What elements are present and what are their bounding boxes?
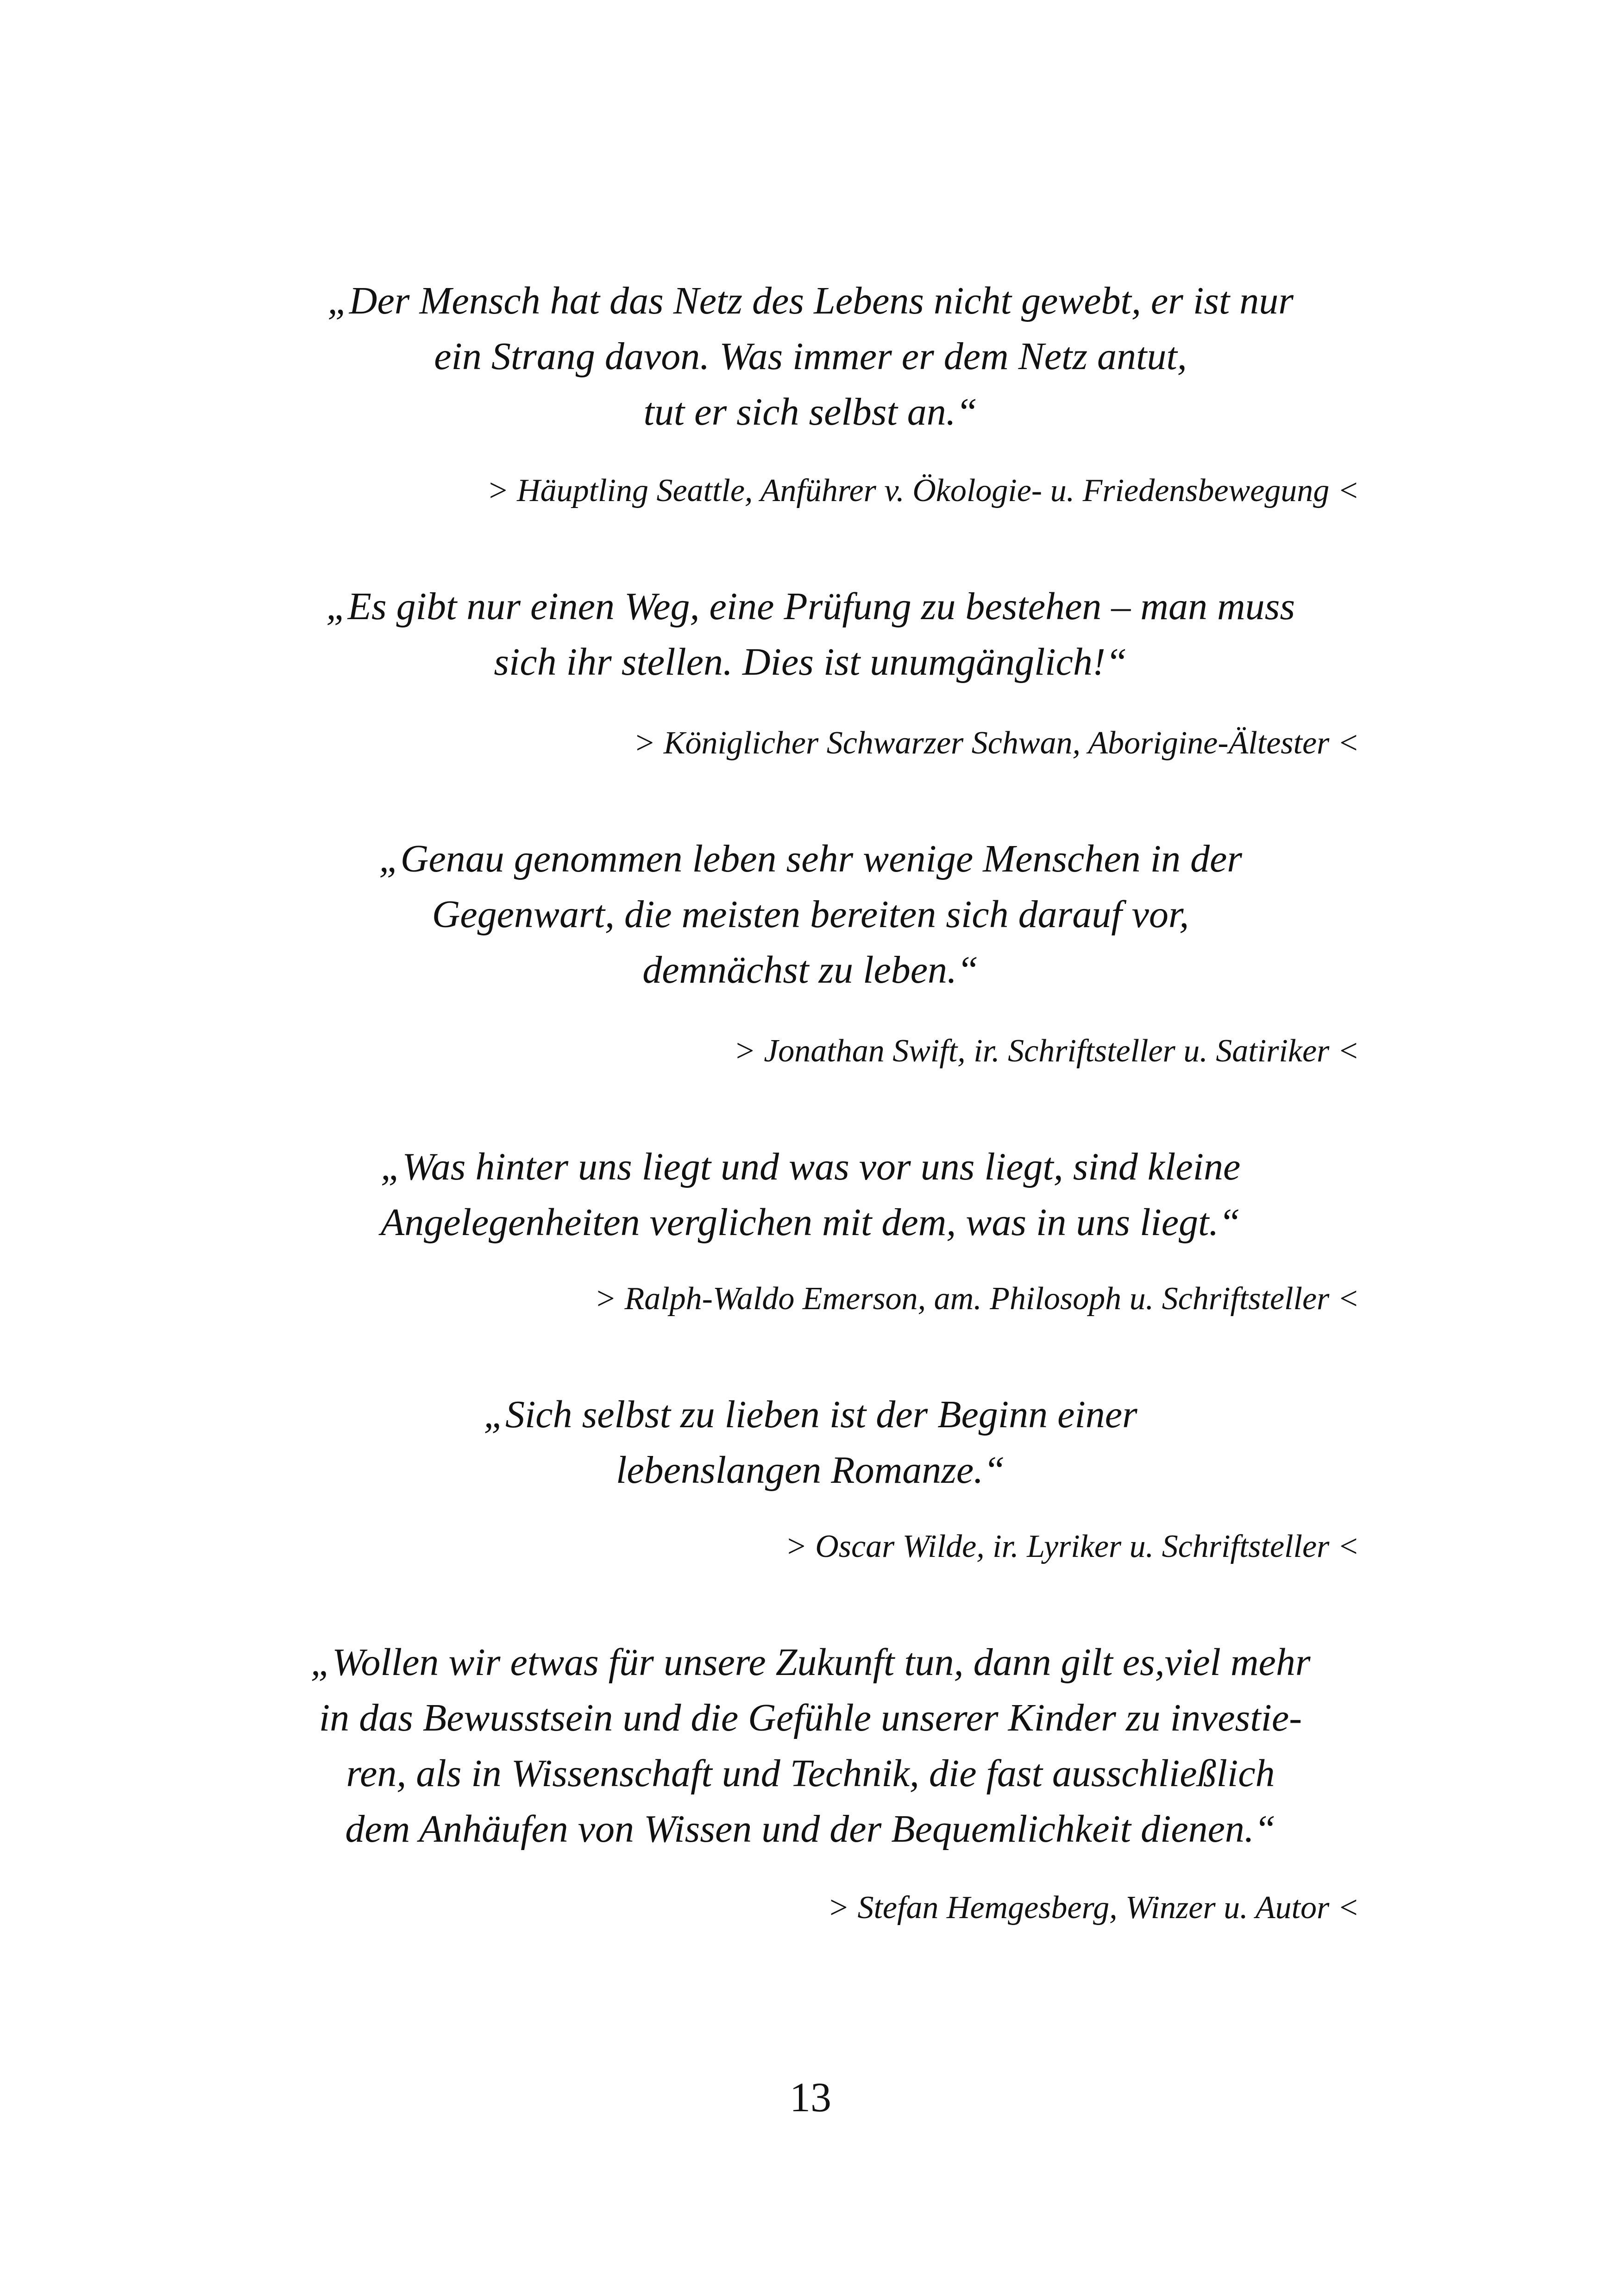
quote-line: „Es gibt nur einen Weg, eine Prüfung zu bestehen – man muss [326, 585, 1295, 628]
quote-author: > Häuptling Seattle, Anführer v. Ökologie- u. Friedensbewegung < [487, 473, 1359, 508]
quote-line: „Der Mensch hat das Netz des Lebens nicht gewebt, er ist nur [327, 279, 1294, 322]
quote-line: „Sich selbst zu lieben ist der Beginn einer [484, 1393, 1137, 1436]
quote-text [232, 1139, 1389, 1250]
quote-line: ein Strang davon. Was immer er dem Netz antut, [434, 335, 1187, 378]
quote-line: Angelegenheiten verglichen mit dem, was in uns liegt.“ [380, 1201, 1241, 1244]
quote-text [232, 1387, 1389, 1498]
quote-text [232, 579, 1389, 690]
quote-line: dem Anhäufen von Wissen und der Bequemlichkeit dienen.“ [345, 1807, 1276, 1851]
quote-line: sich ihr stellen. Dies ist unumgänglich!“ [494, 640, 1127, 684]
quote-line: ren, als in Wissenschaft und Technik, die fast ausschließlich [346, 1752, 1275, 1795]
quote-line: tut er sich selbst an.“ [643, 390, 978, 433]
quote-line: „Genau genommen leben sehr wenige Menschen in der [379, 837, 1242, 880]
quote-author: > Oscar Wilde, ir. Lyriker u. Schriftsteller < [785, 1529, 1359, 1564]
quote-text [232, 1635, 1389, 1857]
quote-line: Gegenwart, die meisten bereiten sich darauf vor, [432, 893, 1189, 936]
quote-author: > Stefan Hemgesberg, Winzer u. Autor < [827, 1890, 1359, 1926]
quote-line: „Wollen wir etwas für unsere Zukunft tun, dann gilt es,viel mehr [310, 1641, 1311, 1684]
page-number: 13 [790, 2075, 831, 2120]
quote-author: > Ralph-Waldo Emerson, am. Philosoph u. Schriftsteller < [594, 1281, 1359, 1317]
quote-line: lebenslangen Romanze.“ [616, 1449, 1005, 1492]
quote-author: > Königlicher Schwarzer Schwan, Aborigine-Ältester < [634, 725, 1359, 761]
quote-author: > Jonathan Swift, ir. Schriftsteller u. Satiriker < [734, 1033, 1359, 1069]
quote-text [232, 831, 1389, 998]
quote-line: demnächst zu leben.“ [642, 948, 979, 991]
quote-line: „Was hinter uns liegt und was vor uns liegt, sind kleine [380, 1145, 1241, 1188]
quote-text [232, 273, 1389, 440]
quote-line: in das Bewusstsein und die Gefühle unserer Kinder zu investie- [319, 1696, 1302, 1739]
